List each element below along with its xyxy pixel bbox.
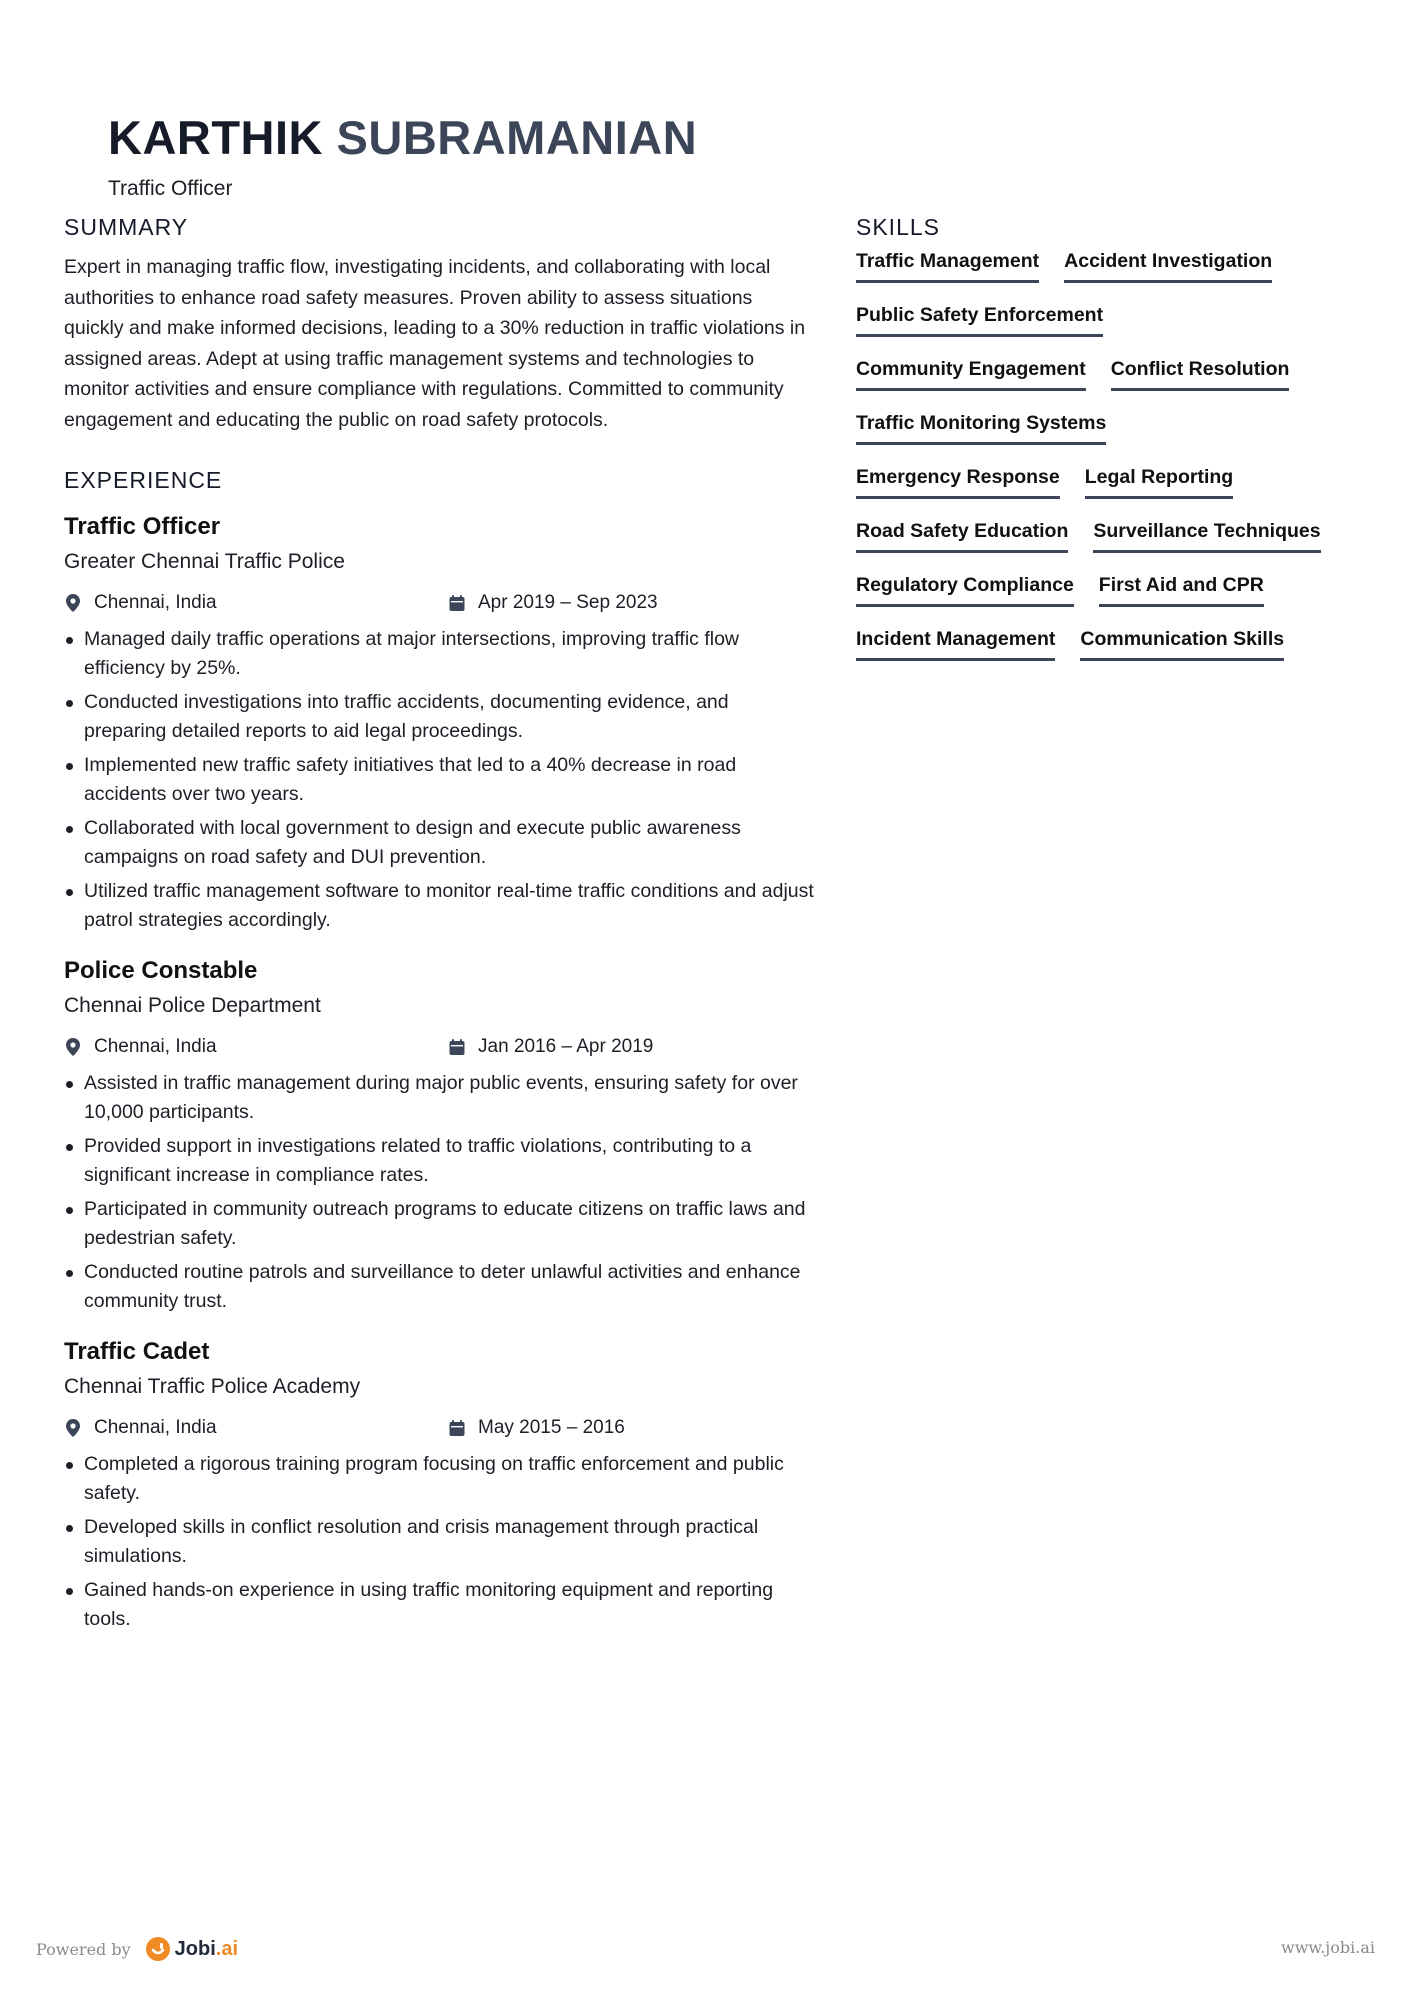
skill-tag: Road Safety Education [856,518,1068,553]
skill-tag: Traffic Management [856,248,1039,283]
job-bullet: Assisted in traffic management during major public events, ensuring safety for over 10,000 participants. [64,1069,814,1127]
skill-tag: Legal Reporting [1085,464,1233,499]
job-bullet: Collaborated with local government to design and execute public awareness campaigns on road safety and DUI prevention. [64,814,814,872]
job-title: Police Constable [64,957,258,984]
summary-text: Expert in managing traffic flow, investigating incidents, and collaborating with local authorities to enhance road safety measures. Proven ability to assess situations quickly and make informed decisions, leading to a 30% reduction in traffic violations in assigned areas. Adept at using traffic management systems and technologies to monitor activities and ensure compliance with regulations. Committed to community engagement and educating the public on road safety protocols. [64,256,806,431]
skills-section [856,212,1356,680]
job-title-banner [108,176,232,196]
job-location [64,589,217,617]
skill-tag: Regulatory Compliance [856,572,1074,607]
job-bullets [64,1450,814,1634]
experience-heading: EXPERIENCE [64,467,223,493]
job-bullet: Provided support in investigations related to traffic violations, contributing to a significant increase in compliance rates. [64,1132,814,1190]
calendar-icon [448,1419,466,1437]
skill-tag: Communication Skills [1080,626,1284,661]
job-entry [64,1336,814,1634]
brand-suffix: .ai [215,1937,239,1960]
candidate-title: Traffic Officer [108,177,233,196]
job-list [64,511,814,1634]
skills-list [856,248,1356,680]
brand-logo[interactable] [145,1936,238,1962]
job-bullet: Participated in community outreach programs to educate citizens on traffic laws and pedestrian safety. [64,1195,814,1253]
job-dates [448,1414,625,1442]
skill-tag: Surveillance Techniques [1093,518,1320,553]
right-column [856,212,1356,680]
job-location-text: Chennai, India [94,592,217,613]
skill-tag: Incident Management [856,626,1055,661]
summary-section [64,212,814,435]
brand-name: Jobi [174,1937,216,1960]
job-entry [64,511,814,935]
job-location-text: Chennai, India [94,1036,217,1057]
location-pin-icon [64,1418,82,1438]
skill-tag: Accident Investigation [1064,248,1272,283]
last-name: SUBRAMANIAN [336,111,698,164]
powered-by-text: Powered by [36,1939,131,1959]
job-title: Traffic Cadet [64,1338,210,1365]
summary-heading: SUMMARY [64,214,189,240]
job-dates-text: Apr 2019 – Sep 2023 [478,592,658,613]
job-bullet: Managed daily traffic operations at major intersections, improving traffic flow efficiency by 25%. [64,625,814,683]
job-meta [64,1033,814,1061]
job-bullet: Implemented new traffic safety initiatives that led to a 40% decrease in road accidents over two years. [64,751,814,809]
skills-heading: SKILLS [856,214,940,240]
location-pin-icon [64,1037,82,1057]
calendar-icon [448,594,466,612]
jobi-logo-icon [145,1936,171,1962]
location-pin-icon [64,593,82,613]
footer-powered [36,1936,238,1962]
job-bullet: Conducted routine patrols and surveillance to deter unlawful activities and enhance community trust. [64,1258,814,1316]
job-bullet: Utilized traffic management software to monitor real-time traffic conditions and adjust patrol strategies accordingly. [64,877,814,935]
job-title: Traffic Officer [64,513,221,540]
job-entry [64,955,814,1316]
job-company: Chennai Police Department [64,994,321,1017]
first-name: KARTHIK [108,111,323,164]
job-bullet: Gained hands-on experience in using traffic monitoring equipment and reporting tools. [64,1576,814,1634]
skill-tag: Conflict Resolution [1111,356,1290,391]
footer-site-link[interactable]: www.jobi.ai [1281,1938,1375,1957]
job-dates-text: Jan 2016 – Apr 2019 [478,1036,654,1057]
job-bullet: Completed a rigorous training program focusing on traffic enforcement and public safety. [64,1450,814,1508]
job-dates [448,1033,653,1061]
job-company: Chennai Traffic Police Academy [64,1375,361,1398]
skill-tag: Traffic Monitoring Systems [856,410,1106,445]
skill-tag: Public Safety Enforcement [856,302,1103,337]
skill-tag: First Aid and CPR [1099,572,1264,607]
skill-tag: Community Engagement [856,356,1086,391]
job-location [64,1033,217,1061]
job-meta [64,589,814,617]
job-bullets [64,625,814,935]
job-location-text: Chennai, India [94,1417,217,1438]
candidate-name [108,110,697,165]
left-column [64,212,814,1639]
job-bullets [64,1069,814,1316]
job-bullet: Developed skills in conflict resolution and crisis management through practical simulations. [64,1513,814,1571]
job-company: Greater Chennai Traffic Police [64,550,345,573]
job-dates [448,589,658,617]
skill-tag: Emergency Response [856,464,1060,499]
job-location [64,1414,217,1442]
job-bullet: Conducted investigations into traffic accidents, documenting evidence, and preparing detailed reports to aid legal proceedings. [64,688,814,746]
job-dates-text: May 2015 – 2016 [478,1417,625,1438]
calendar-icon [448,1038,466,1056]
experience-section [64,465,814,1634]
job-meta [64,1414,814,1442]
